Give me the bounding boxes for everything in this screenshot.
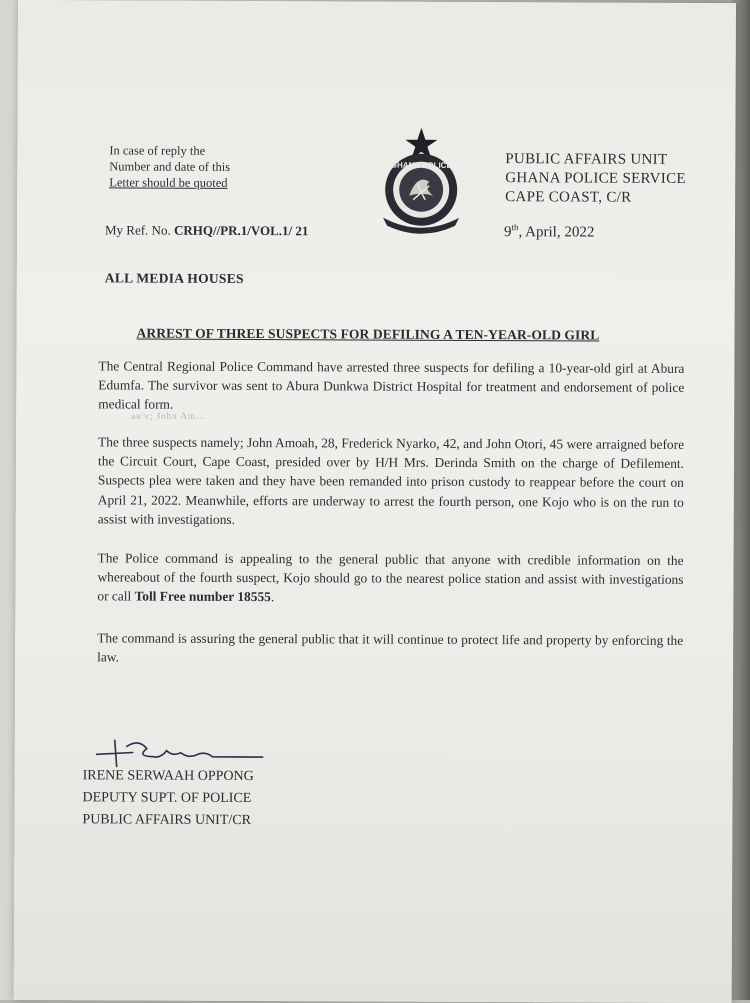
reference-number — [105, 222, 308, 239]
paragraph-3 — [97, 548, 683, 608]
date-suffix: th — [511, 222, 519, 233]
office-address — [505, 150, 686, 208]
addressee: ALL MEDIA HOUSES — [104, 270, 244, 286]
signatory-name: IRENE SERWAAH OPPONG — [82, 768, 254, 785]
reply-line-3: Letter should be quoted — [109, 175, 228, 190]
reference-value: CRHQ//PR.1/VOL.1/ 21 — [173, 222, 309, 239]
reply-instructions — [109, 142, 230, 191]
office-line-1: PUBLIC AFFAIRS UNIT — [505, 151, 668, 168]
office-line-2: GHANA POLICE SERVICE — [505, 170, 686, 187]
letter-page — [14, 0, 736, 1003]
reply-line-2: Number and date of this — [109, 159, 231, 174]
letter-heading: ARREST OF THREE SUSPECTS FOR DEFILING A TEN-YEAR-OLD GIRL — [136, 325, 600, 343]
signatory-block — [82, 765, 253, 832]
paragraph-4: The command is assuring the general public that it will continue to protect life and property by enforcing the law. — [97, 630, 684, 665]
svg-text:GHANA POLICE: GHANA POLICE — [390, 160, 452, 170]
paragraph-2: The three suspects namely; John Amoah, 28, Frederick Nyarko, 42, and John Otori, 45 were arraigned before the Circuit Court, Cape Coast, presided over by H/H Mrs. Derinda Smith on the charge of Defilement. Suspects plea were taken and they have been remanded into prison custody to reappear before the court on April 21, 2022. Meanwhile, efforts are underway to arrest the fourth person, one Kojo who is on the run to assist with investigations. — [97, 434, 685, 527]
ghana-police-crest-icon — [373, 126, 469, 236]
office-line-3: CAPE COAST, C/R — [505, 189, 632, 206]
reply-line-1: In case of reply the — [109, 143, 206, 158]
bleed-through-text: an'v; John Am... — [131, 410, 206, 421]
signatory-rank: DEPUTY SUPT. OF POLICE — [82, 790, 252, 807]
reference-label: My Ref. No. — [104, 222, 171, 238]
date-rest: , April, 2022 — [518, 224, 595, 241]
signatory-unit: PUBLIC AFFAIRS UNIT/CR — [82, 812, 252, 829]
paragraph-3-text: The Police command is appealing to the general public that anyone with credible information on the whereabout of the fourth suspect, Kojo should go to the nearest police station and assist with investigations or call — [97, 550, 684, 604]
paragraph-3-end: . — [270, 589, 275, 605]
letter-date — [504, 222, 594, 241]
date-day: 9 — [503, 224, 512, 241]
toll-free-number: Toll Free number 18555 — [134, 588, 271, 605]
paragraph-1: The Central Regional Police Command have arrested three suspects for defiling a 10-year-old girl at Abura Edumfa. The survivor was sent to Abura Dunkwa District Hospital for treatment and endorsement of police medical form. — [98, 358, 685, 413]
